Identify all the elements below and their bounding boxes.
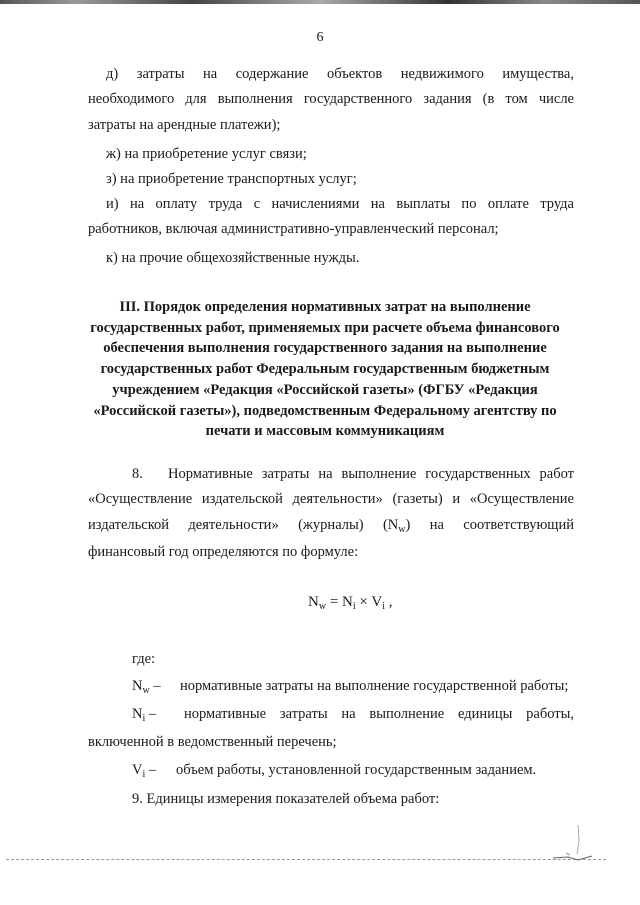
section-heading-line: государственных работ, применяемых при расчете объема финансового [90, 319, 560, 336]
formula [308, 594, 392, 612]
section-heading-line: государственных работ Федеральным государственным бюджетным [100, 361, 550, 378]
formula-lhs-sub: w [318, 601, 327, 612]
vi-sub: i [142, 769, 146, 780]
item-z: з) на приобретение транспортных услуг; [106, 171, 357, 187]
formula-tail: , [384, 594, 393, 610]
where-label: где: [132, 651, 156, 667]
para-9: 9. Единицы измерения показателей объема работ: [132, 791, 440, 807]
section-heading-line: печати и массовым коммуникациям [205, 423, 445, 440]
para-8-line-1: Нормативные затраты на выполнение государственных работ [168, 466, 574, 482]
where-nw-symbol [132, 678, 161, 696]
scan-edge-top [0, 0, 640, 4]
section-heading-line: учреждением «Редакция «Российской газеты» (ФГБУ «Редакция [112, 381, 538, 398]
ni-dash: – [145, 706, 157, 722]
nw-sub: w [142, 685, 150, 696]
scan-artifact [548, 820, 598, 870]
para-8-line-3-end: ) на соответствующий [405, 517, 574, 533]
formula-lhs: N [308, 594, 319, 610]
item-d-line-2: необходимого для выполнения государственного задания (в том числе [88, 91, 574, 107]
para-8-line-2: «Осуществление издательской деятельности» (газеты) и «Осуществление [88, 491, 574, 507]
formula-n-sub: i [352, 601, 356, 612]
section-heading-line: «Российской газеты»), подведомственным Федеральному агентству по [93, 402, 557, 419]
page-number: 6 [316, 30, 324, 45]
para-8-number: 8. [132, 466, 143, 482]
formula-times: × V [355, 594, 383, 610]
item-d-line-1: д) затраты на содержание объектов недвижимого имущества, [106, 66, 574, 82]
item-i-line-2: работников, включая административно-управленческий персонал; [88, 221, 499, 237]
ni-sub: i [142, 713, 146, 724]
where-ni-symbol [132, 706, 156, 724]
nw-dash: – [149, 678, 161, 694]
formula-v-sub: i [382, 601, 385, 612]
scan-edge-bottom [6, 859, 606, 860]
item-k: к) на прочие общехозяйственные нужды. [106, 250, 360, 266]
section-heading-line: обеспечения выполнения государственного задания на выполнение [103, 340, 547, 357]
where-ni-line-1: нормативные затраты на выполнение единицы работы, [184, 706, 574, 722]
vi-dash: – [145, 762, 157, 778]
item-d-line-3: затраты на арендные платежи); [88, 117, 281, 133]
para-8-subscript: w [398, 524, 406, 535]
formula-eq: = N [326, 594, 353, 610]
item-zh: ж) на приобретение услуг связи; [106, 146, 307, 162]
item-i-line-1: и) на оплату труда с начислениями на выплаты по оплате труда [106, 196, 574, 212]
where-vi-symbol [132, 762, 156, 780]
nw-letter: N [132, 678, 143, 694]
para-8-line-3 [88, 517, 574, 535]
where-ni-line-2: включенной в ведомственный перечень; [88, 734, 337, 750]
para-8-line-3-text: издательской деятельности» (журналы) (N [88, 517, 399, 533]
where-vi-text: объем работы, установленной государственным заданием. [176, 762, 537, 778]
ni-letter: N [132, 706, 143, 722]
where-nw-text: нормативные затраты на выполнение государственной работы; [180, 678, 569, 694]
vi-letter: V [132, 762, 143, 778]
para-8-line-4: финансовый год определяются по формуле: [88, 544, 359, 560]
section-heading-line: III. Порядок определения нормативных затрат на выполнение [119, 299, 531, 315]
section-heading [90, 297, 560, 442]
